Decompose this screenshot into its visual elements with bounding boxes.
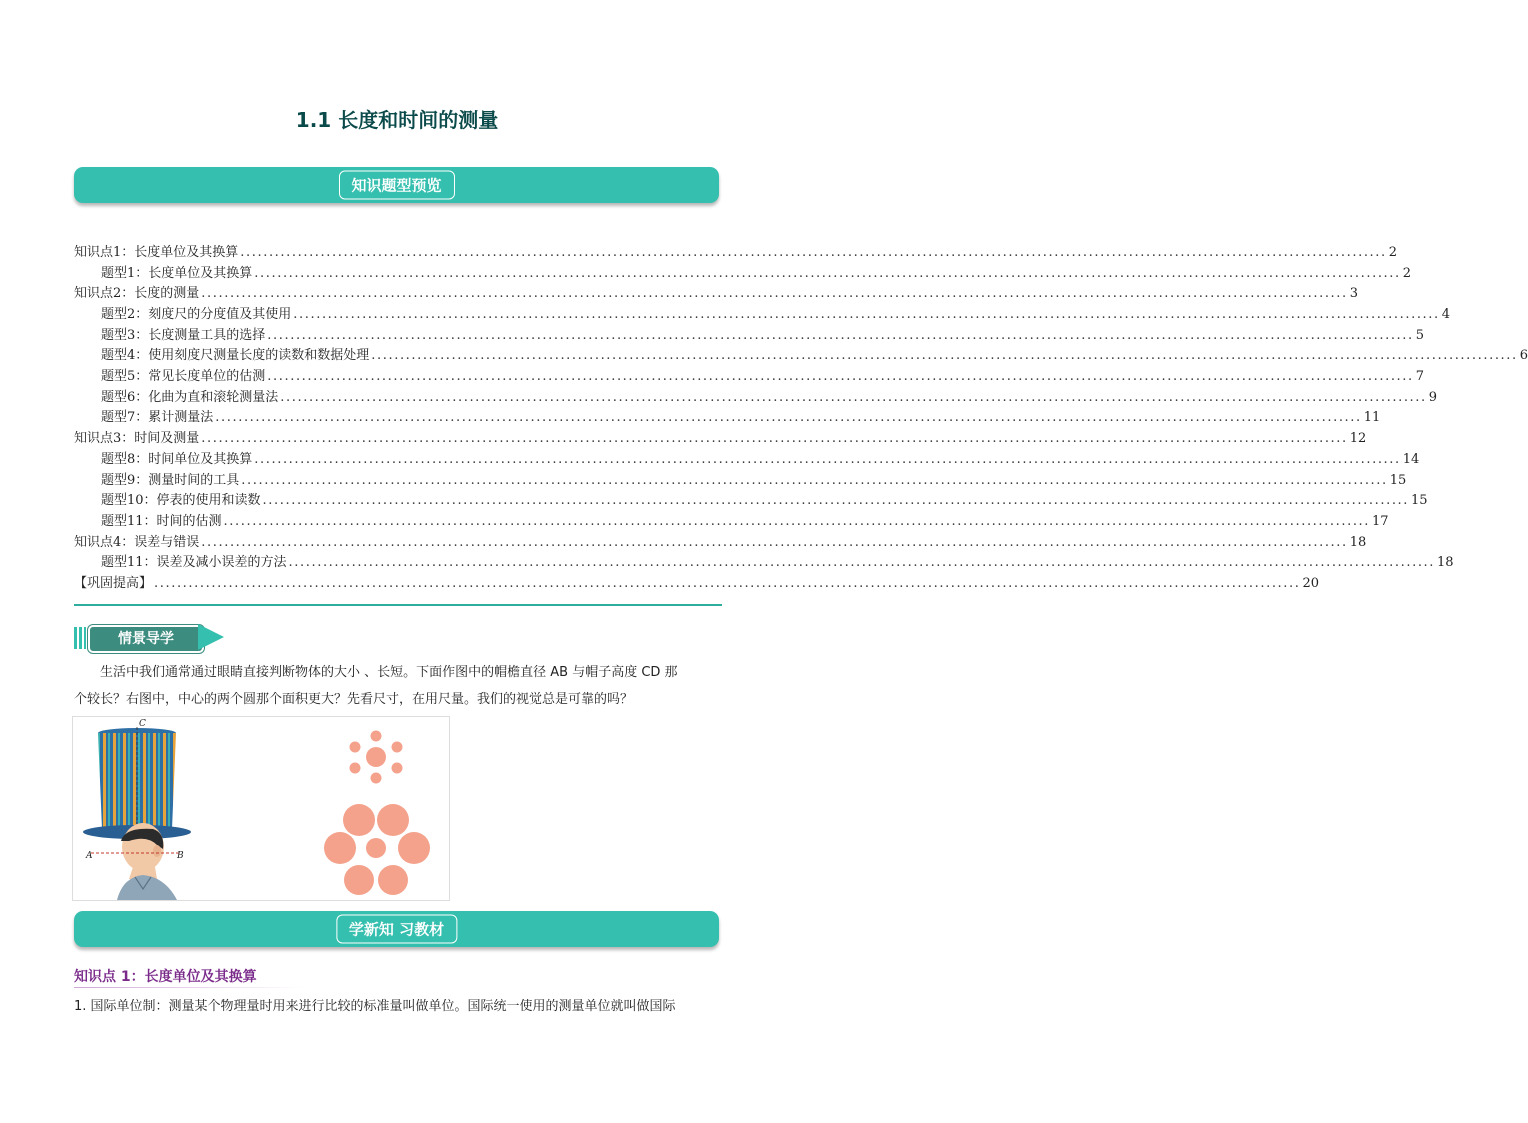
toc-entry-page: 7 <box>1415 369 1425 385</box>
heading-underline <box>74 987 304 988</box>
ear <box>153 845 161 857</box>
center-circle-top <box>366 747 386 767</box>
section-banner-label-2: 学新知 习教材 <box>336 915 457 944</box>
toc-entry-page: 15 <box>1389 472 1407 488</box>
toc-entry[interactable] <box>74 305 1451 326</box>
toc-entry-page: 17 <box>1372 513 1389 529</box>
toc-entry-page: 5 <box>1415 327 1425 343</box>
toc-entry[interactable] <box>74 264 1412 285</box>
knowledge-point-paragraph: 1. 国际单位制：测量某个物理量时用来进行比较的标准量叫做单位。国际统一使用的测量单位就叫做国际 <box>74 999 676 1014</box>
toc-leader-dots: ........................................................................................................................................................................................................ <box>267 327 1414 343</box>
toc-entry-title: 题型5：常见长度单位的估测 <box>101 369 266 385</box>
page-title: 1.1 长度和时间的测量 <box>295 108 499 132</box>
toc-entry-title: 题型2：刻度尺的分度值及其使用 <box>101 307 292 323</box>
toc-entry-title: 题型10：停表的使用和读数 <box>101 493 261 509</box>
toc-entry[interactable] <box>74 284 1359 305</box>
toc-entry-page: 14 <box>1402 451 1420 467</box>
toc-leader-dots: ........................................................................................................................................................................................................ <box>201 286 1348 302</box>
toc-entry-title: 题型1：长度单位及其换算 <box>101 265 253 281</box>
toc-entry-page: 18 <box>1349 534 1367 550</box>
toc-entry[interactable] <box>74 367 1425 388</box>
toc-leader-dots: ........................................................................................................................................................................................................ <box>280 389 1427 405</box>
ebbinghaus-large-surround <box>324 804 430 895</box>
toc-entry-page: 18 <box>1437 555 1454 571</box>
toc-entry[interactable] <box>74 326 1425 347</box>
ebbinghaus-small-surround <box>350 731 403 784</box>
toc-leader-dots: ........................................................................................................................................................................................................ <box>240 244 1387 260</box>
toc-leader-dots: ........................................................................................................................................................................................................ <box>223 513 1371 529</box>
tall-hat-illustration <box>83 719 191 900</box>
section-banner-new-knowledge <box>74 911 719 947</box>
toc-entry[interactable] <box>74 388 1438 409</box>
stripe-decoration <box>74 627 86 649</box>
toc-leader-dots: ........................................................................................................................................................................................................ <box>254 265 1401 281</box>
toc-entry-page: 6 <box>1519 348 1528 364</box>
toc-entry-title: 题型3：长度测量工具的选择 <box>101 327 266 343</box>
illusion-figure-svg <box>73 717 449 900</box>
toc-entry-title: 知识点2：长度的测量 <box>74 286 200 302</box>
section-banner-label: 知识题型预览 <box>338 171 454 200</box>
illusion-figure <box>72 716 450 901</box>
shirt <box>117 875 177 900</box>
toc-entry[interactable] <box>74 429 1367 450</box>
toc-entry-title: 知识点1：长度单位及其换算 <box>74 244 239 260</box>
label-b: B <box>177 851 184 861</box>
toc-entry-title: 题型11：时间的估测 <box>101 513 222 529</box>
toc-leader-dots: ........................................................................................................................................................................................................ <box>154 575 1301 591</box>
toc-entry[interactable] <box>74 553 1454 574</box>
section-banner-preview <box>74 167 719 203</box>
toc-entry-title: 题型9：测量时间的工具 <box>101 472 240 488</box>
toc-entry-page: 2 <box>1402 265 1412 281</box>
toc-leader-dots: ........................................................................................................................................................................................................ <box>215 410 1362 426</box>
toc-leader-dots: ........................................................................................................................................................................................................ <box>371 348 1518 364</box>
toc-entry[interactable] <box>74 471 1407 492</box>
toc-entry-page: 9 <box>1428 389 1438 405</box>
toc-entry-page: 3 <box>1349 286 1359 302</box>
label-a: A <box>86 851 93 861</box>
arrow-decoration <box>198 624 224 650</box>
toc-entry-page: 11 <box>1363 410 1381 426</box>
toc-entry[interactable] <box>74 574 1320 595</box>
toc-entry-title: 知识点4：误差与错误 <box>74 534 200 550</box>
toc-leader-dots: ........................................................................................................................................................................................................ <box>254 451 1401 467</box>
scene-intro-label: 情景导学 <box>88 625 204 653</box>
scene-paragraph-line-1: 生活中我们通常通过眼睛直接判断物体的大小 、长短。下面作图中的帽檐直径 AB 与帽子高度 CD 那 <box>100 665 678 680</box>
toc-leader-dots: ........................................................................................................................................................................................................ <box>201 534 1348 550</box>
toc-entry-page: 15 <box>1411 493 1428 509</box>
toc-entry[interactable] <box>74 512 1389 533</box>
toc-leader-dots: ........................................................................................................................................................................................................ <box>241 472 1388 488</box>
toc-leader-dots: ........................................................................................................................................................................................................ <box>262 493 1410 509</box>
toc-entry-page: 2 <box>1388 244 1398 260</box>
toc-entry-page: 20 <box>1302 575 1320 591</box>
scene-intro-tag <box>74 624 234 650</box>
toc-entry-page: 4 <box>1441 307 1451 323</box>
toc-entry[interactable] <box>74 491 1428 512</box>
toc-entry-title: 【巩固提高】 <box>74 575 153 591</box>
center-circle-bottom <box>366 838 386 858</box>
toc-entry[interactable] <box>74 533 1367 554</box>
toc-entry[interactable] <box>74 450 1420 471</box>
toc-entry[interactable] <box>74 243 1398 264</box>
toc-leader-dots: ........................................................................................................................................................................................................ <box>201 431 1348 447</box>
scene-paragraph-line-2: 个较长？右图中，中心的两个圆那个面积更大？先看尺寸，在用尺量。我们的视觉总是可靠的吗？ <box>74 692 634 707</box>
label-c: C <box>139 719 146 729</box>
toc-entry-page: 12 <box>1349 431 1367 447</box>
toc-entry[interactable] <box>74 346 1528 367</box>
toc-entry-title: 题型7：累计测量法 <box>101 410 214 426</box>
toc-entry-title: 题型4：使用刻度尺测量长度的读数和数据处理 <box>101 348 370 364</box>
toc-entry-title: 知识点3：时间及测量 <box>74 431 200 447</box>
table-of-contents <box>74 243 1528 595</box>
toc-divider <box>74 604 722 606</box>
toc-entry-title: 题型11：误差及减小误差的方法 <box>101 555 287 571</box>
toc-entry[interactable] <box>74 409 1381 430</box>
toc-leader-dots: ........................................................................................................................................................................................................ <box>293 307 1440 323</box>
toc-leader-dots: ........................................................................................................................................................................................................ <box>267 369 1414 385</box>
toc-entry-title: 题型6：化曲为直和滚轮测量法 <box>101 389 279 405</box>
toc-entry-title: 题型8：时间单位及其换算 <box>101 451 253 467</box>
toc-leader-dots: ........................................................................................................................................................................................................ <box>288 555 1436 571</box>
knowledge-point-heading: 知识点 1：长度单位及其换算 <box>74 969 257 985</box>
